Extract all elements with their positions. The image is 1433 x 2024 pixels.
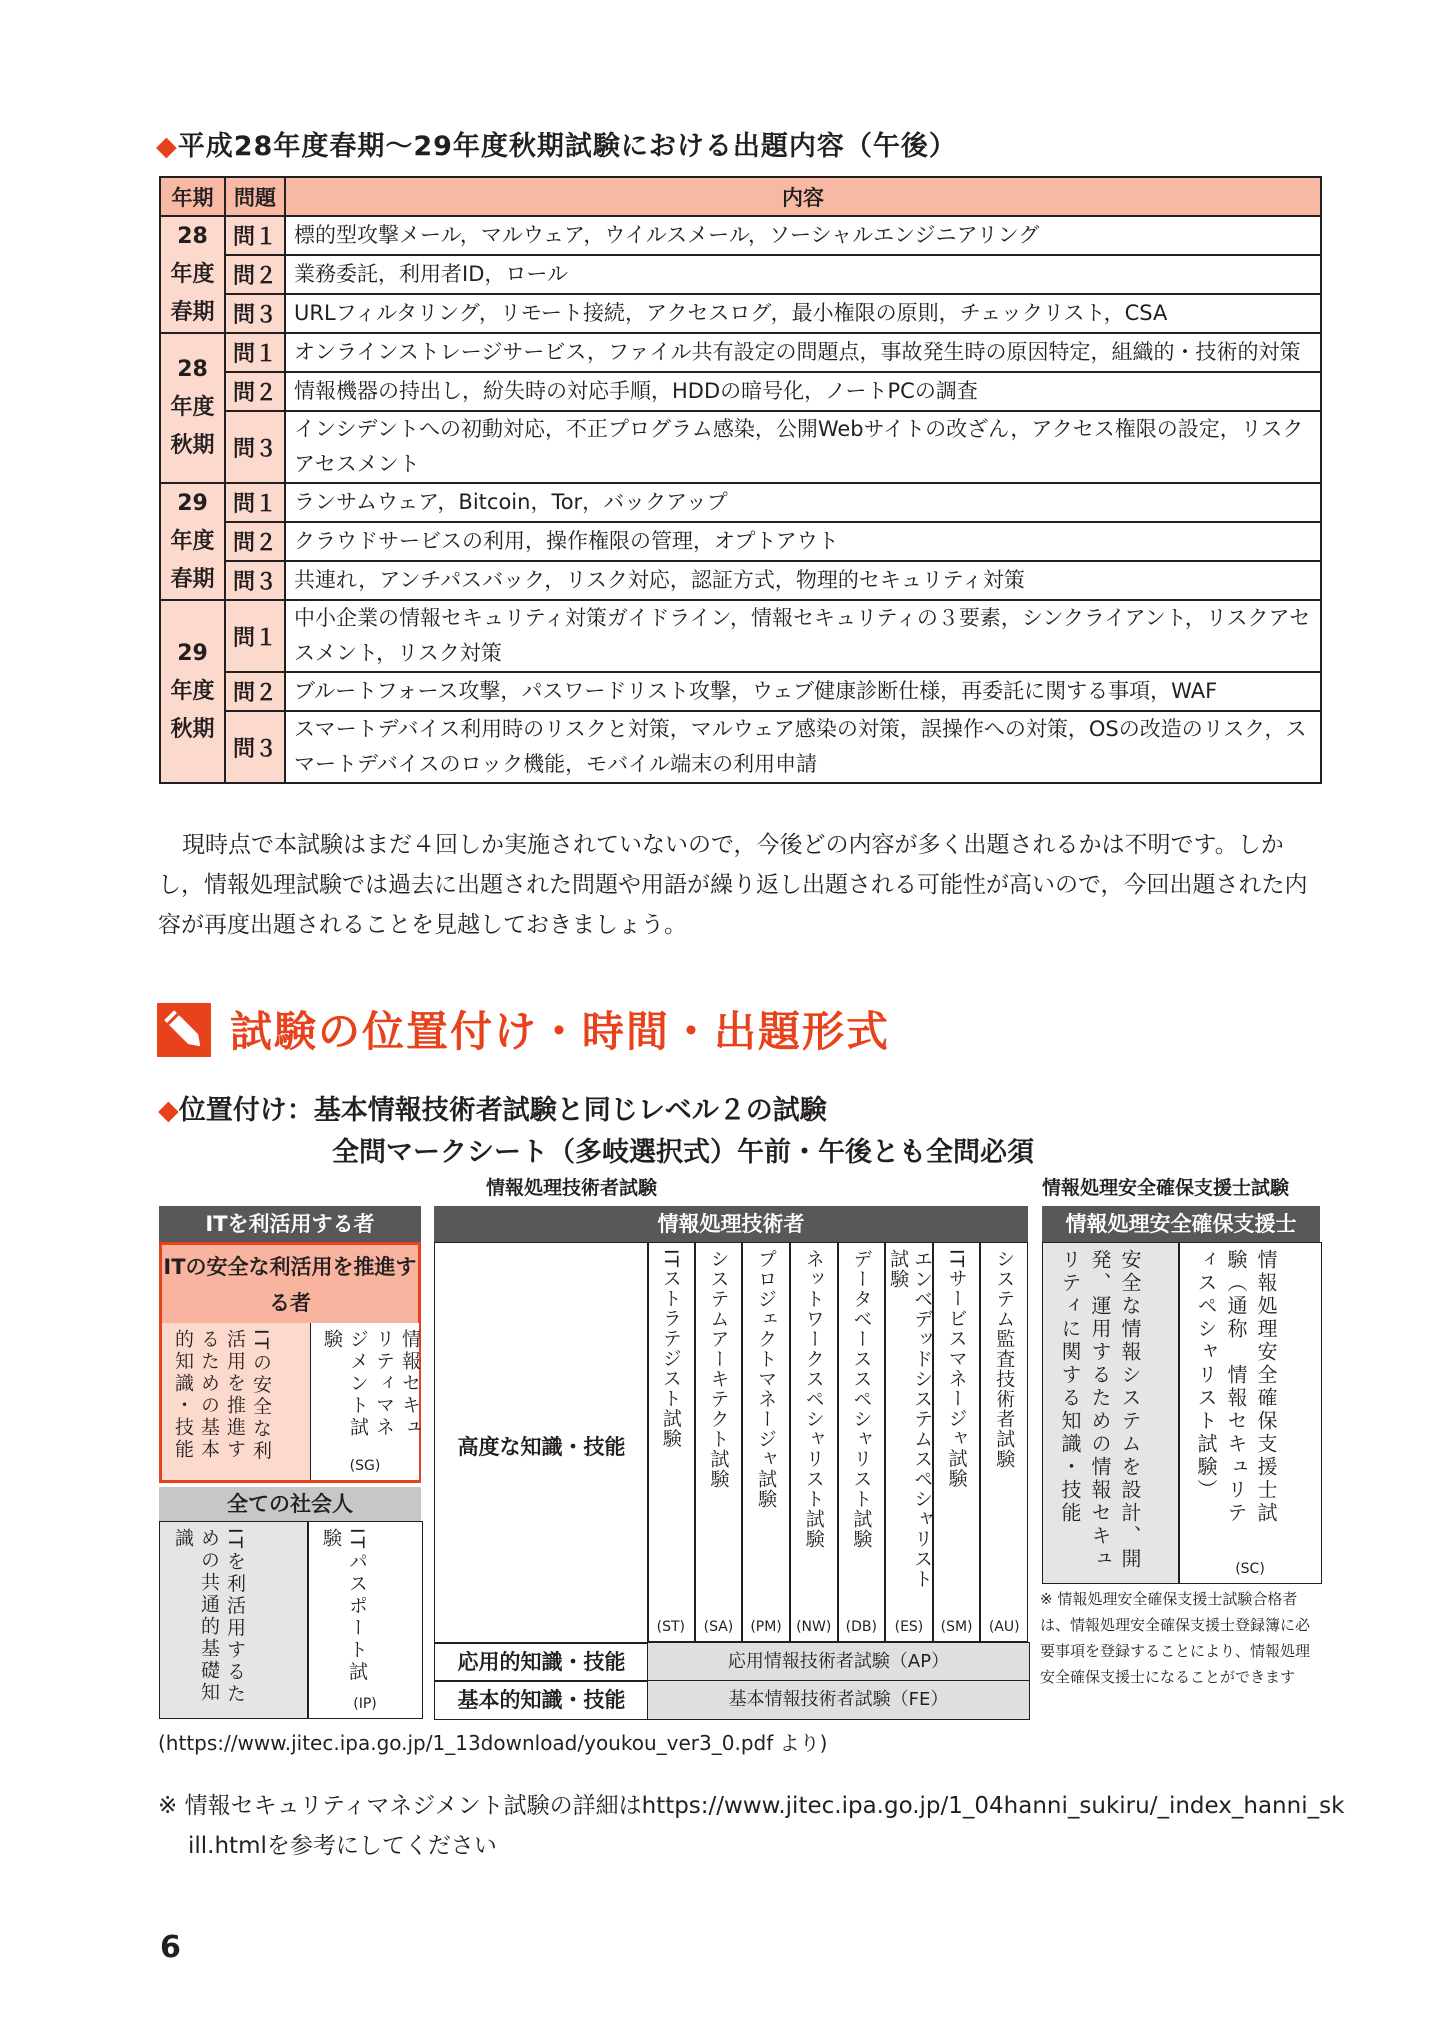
question-cell: 問１	[225, 216, 285, 255]
table-row	[160, 672, 1321, 711]
advanced-label: 高度な知識・技能	[457, 1435, 626, 1459]
advanced-exam-name: システムアーキテクト試験	[707, 1249, 730, 1489]
advanced-exam-name: ITサービスマネージャ試験	[945, 1249, 968, 1489]
question-cell: 問２	[225, 522, 285, 561]
diamond-bullet-icon: ◆	[158, 1095, 179, 1126]
public-desc: ITを利活用するための共通的基礎知識	[172, 1528, 246, 1706]
advanced-exam-column	[647, 1242, 695, 1642]
content-cell: 共連れ，アンチパスバック，リスク対応，認証方式，物理的セキュリティ対策	[285, 561, 1321, 600]
question-cell: 問３	[225, 711, 285, 783]
sg-cell	[310, 1323, 419, 1480]
question-cell: 問３	[225, 411, 285, 483]
applied-exam: 応用情報技術者試験（AP）	[727, 1651, 950, 1672]
sc-bar: 情報処理安全確保支援士	[1042, 1206, 1320, 1242]
advanced-exams	[647, 1242, 1028, 1642]
promoter-desc-cell	[162, 1323, 310, 1480]
advanced-exam-column	[742, 1242, 790, 1642]
basic-exam-cell	[647, 1680, 1030, 1720]
applied-exam-cell	[647, 1642, 1030, 1682]
pencil-icon	[157, 1003, 211, 1057]
source-citation: (https://www.jitec.ipa.go.jp/1_13download/youkou_ver3_0.pdf より)	[158, 1731, 828, 1755]
basic-exam: 基本情報技術者試験（FE）	[728, 1689, 949, 1710]
advanced-exam-abbr: (NW)	[796, 1619, 832, 1635]
advanced-exam-column	[695, 1242, 743, 1642]
section-heading: 試験の位置付け・時間・出題形式	[230, 1007, 891, 1056]
ip-exam: ITパスポート試験	[320, 1528, 368, 1684]
table-row	[160, 372, 1321, 411]
question-cell: 問１	[225, 333, 285, 372]
table-row	[160, 561, 1321, 600]
table-row	[160, 411, 1321, 483]
question-cell: 問２	[225, 672, 285, 711]
content-cell: 標的型攻撃メール，マルウェア，ウイルスメール，ソーシャルエンジニアリング	[285, 216, 1321, 255]
advanced-exam-abbr: (AU)	[988, 1619, 1020, 1635]
content-cell: 情報機器の持出し，紛失時の対応手順，HDDの暗号化，ノートPCの調査	[285, 372, 1321, 411]
advanced-exam-name: データベーススペシャリスト試験	[850, 1249, 873, 1549]
content-cell: オンラインストレージサービス，ファイル共有設定の問題点，事故発生時の原因特定，組織的・技術的対策	[285, 333, 1321, 372]
content-cell: ブルートフォース攻撃，パスワードリスト攻撃，ウェブ健康診断仕様，再委託に関する事項，WAF	[285, 672, 1321, 711]
content-cell: インシデントへの初動対応，不正プログラム感染，公開Webサイトの改ざん，アクセス権限の設定，リスクアセスメント	[285, 411, 1321, 483]
table-row	[160, 711, 1321, 783]
content-cell: URLフィルタリング，リモート接続，アクセスログ，最小権限の原則，チェックリスト，CSA	[285, 294, 1321, 333]
page-number: 6	[160, 1930, 181, 1965]
it-users-bar: ITを利活用する者	[159, 1206, 421, 1242]
table-row	[160, 600, 1321, 672]
table-row	[160, 522, 1321, 561]
advanced-exam-abbr: (PM)	[750, 1619, 782, 1635]
sc-abbr: (SC)	[1235, 1561, 1265, 1577]
question-cell: 問１	[225, 600, 285, 672]
advanced-exam-name: エンベデッドシステムスペシャリスト試験	[887, 1249, 934, 1589]
advanced-exam-column	[980, 1242, 1028, 1642]
header-term: 年期	[160, 177, 225, 216]
engineer-exam-label: 情報処理技術者試験	[486, 1177, 658, 1199]
advanced-exam-column	[790, 1242, 838, 1642]
basic-label: 基本的知識・技能	[457, 1688, 626, 1712]
promoter-box	[159, 1242, 421, 1483]
diamond-bullet-icon: ◆	[156, 131, 178, 162]
term-cell: 28 年度 春期	[160, 216, 225, 333]
public-desc-cell	[159, 1521, 309, 1719]
footnote: ※ 情報セキュリティマネジメント試験の詳細はhttps://www.jitec.ipa.go.jp/1_04hanni_sukiru/_index_hanni_skill.htmlを参考にしてください	[158, 1793, 1345, 1859]
header-question: 問題	[225, 177, 285, 216]
question-cell: 問２	[225, 372, 285, 411]
advanced-exam-column	[885, 1242, 933, 1642]
sc-note: ※ 情報処理安全確保支援士試験合格者は、情報処理安全確保支援士登録簿に必要事項を登録することにより、情報処理安全確保支援士になることができます	[1040, 1590, 1311, 1686]
engineers-bar: 情報処理技術者	[434, 1206, 1028, 1242]
sc-desc-cell	[1042, 1242, 1180, 1584]
table-row	[160, 333, 1321, 372]
sg-exam: 情報セキュリティマネジメント試験	[321, 1329, 421, 1439]
promoter-desc: ITの安全な利活用を推進するための基本的知識・技能	[172, 1329, 272, 1463]
content-cell: クラウドサービスの利用，操作権限の管理，オプトアウト	[285, 522, 1321, 561]
term-cell: 29 年度 秋期	[160, 600, 225, 783]
question-cell: 問１	[225, 483, 285, 522]
ip-cell	[307, 1521, 423, 1719]
content-cell: 中小企業の情報セキュリティ対策ガイドライン，情報セキュリティの３要素，シンクライアント，リスクアセスメント，リスク対策	[285, 600, 1321, 672]
header-content: 内容	[285, 177, 1321, 216]
advanced-exam-name: ITストラテジスト試験	[659, 1249, 682, 1449]
applied-label: 応用的知識・技能	[457, 1650, 626, 1674]
question-cell: 問２	[225, 255, 285, 294]
sc-exam: 情報処理安全確保支援士試験（通称 情報セキュリティスペシャリスト試験）	[1194, 1249, 1278, 1525]
advanced-exam-column	[838, 1242, 886, 1642]
content-cell: ランサムウェア，Bitcoin，Tor，バックアップ	[285, 483, 1321, 522]
section-title	[156, 124, 957, 163]
sc-exam-cell	[1178, 1242, 1322, 1584]
table-row	[160, 216, 1321, 255]
advanced-exam-column	[933, 1242, 981, 1642]
advanced-exam-abbr: (DB)	[845, 1619, 877, 1635]
term-cell: 28 年度 秋期	[160, 333, 225, 483]
position-line: ◆位置付け：基本情報技術者試験と同じレベル２の試験	[158, 1095, 827, 1126]
table-row	[160, 483, 1321, 522]
sc-desc: 安全な情報システムを設計、開発、運用するための情報セキュリティに関する知識・技能	[1058, 1249, 1142, 1571]
advanced-exam-abbr: (ST)	[656, 1619, 685, 1635]
content-cell: 業務委託，利用者ID，ロール	[285, 255, 1321, 294]
all-public-bar: 全ての社会人	[159, 1487, 421, 1521]
question-cell: 問３	[225, 561, 285, 600]
term-cell: 29 年度 春期	[160, 483, 225, 600]
content-cell: スマートデバイス利用時のリスクと対策，マルウェア感染の対策，誤操作への対策，OSの改造のリスク，スマートデバイスのロック機能，モバイル端末の利用申請	[285, 711, 1321, 783]
sc-exam-label: 情報処理安全確保支援士試験	[1042, 1177, 1290, 1199]
advanced-exam-name: システム監査技術者試験	[993, 1249, 1016, 1469]
promoter-title: ITの安全な利活用を推進する者	[162, 1245, 418, 1323]
advanced-exam-abbr: (SM)	[940, 1619, 973, 1635]
table-row	[160, 294, 1321, 333]
table-header-row	[160, 177, 1321, 216]
section-title-text: 平成28年度春期〜29年度秋期試験における出題内容（午後）	[177, 131, 957, 162]
exam-contents-table	[159, 176, 1322, 784]
advanced-exam-abbr: (SA)	[703, 1619, 734, 1635]
ip-abbr: (IP)	[353, 1696, 377, 1712]
basic-label-cell	[434, 1680, 649, 1720]
question-cell: 問３	[225, 294, 285, 333]
advanced-exam-name: プロジェクトマネージャ試験	[755, 1249, 778, 1509]
sg-abbr: (SG)	[349, 1458, 381, 1474]
table-row	[160, 255, 1321, 294]
advanced-exam-name: ネットワークスペシャリスト試験	[802, 1249, 825, 1549]
applied-label-cell	[434, 1642, 649, 1682]
advanced-label-cell	[434, 1242, 649, 1644]
body-paragraph: 現時点で本試験はまだ４回しか実施されていないので，今後どの内容が多く出題されるかは不明です。しかし，情報処理試験では過去に出題された問題や用語が繰り返し出題される可能性が高いので，今回出題された内容が再度出題されることを見越しておきましょう。	[158, 832, 1308, 938]
format-line: 全問マークシート（多岐選択式）午前・午後とも全問必須	[332, 1137, 1034, 1168]
advanced-exam-abbr: (ES)	[894, 1619, 924, 1635]
